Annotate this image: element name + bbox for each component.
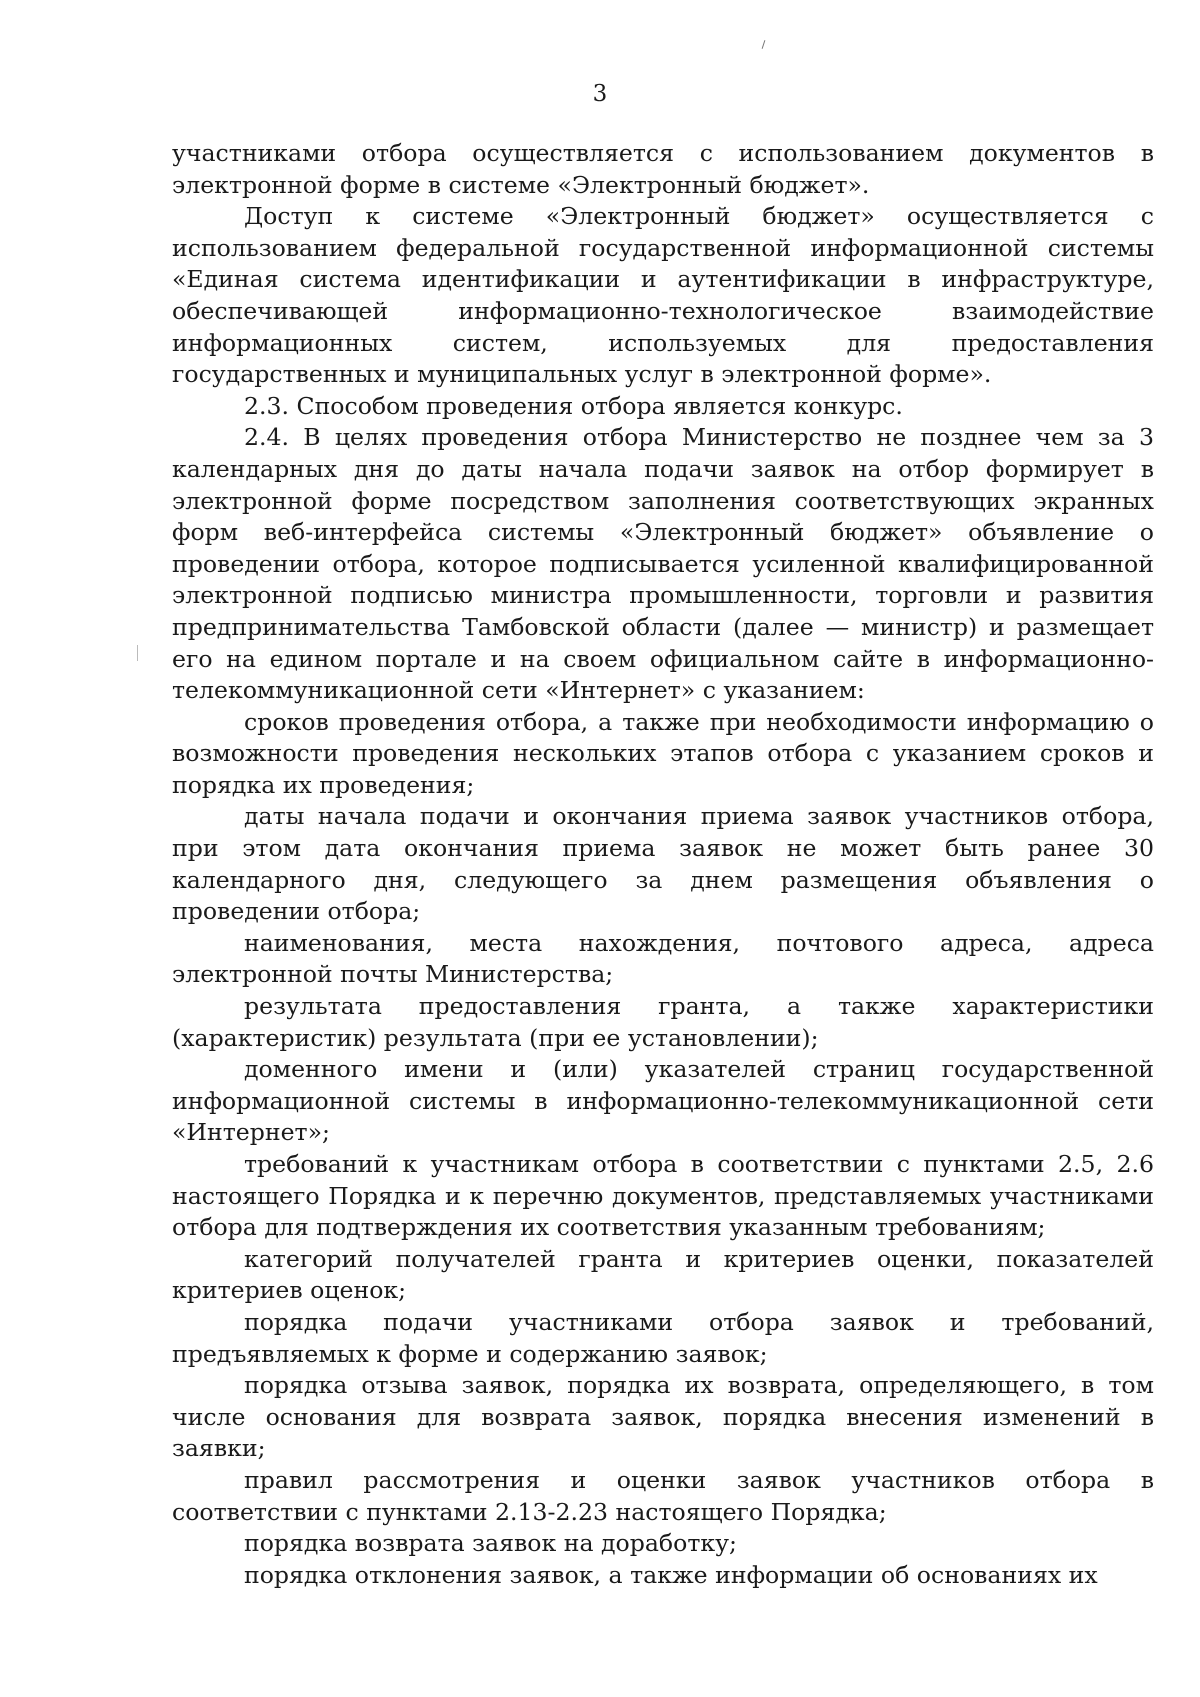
list-item-paragraph: порядка отклонения заявок, а также информации об основаниях их (244, 1560, 1098, 1589)
list-item-paragraph: результата предоставления гранта, а также характеристики (характеристик) результата (при ее установлении); (172, 992, 1154, 1052)
paragraph-3: 2.3. Способом проведения отбора является конкурс. (244, 391, 903, 420)
paragraph-1: участниками отбора осуществляется с использованием документов в электронной форме в системе «Электронный бюджет». (172, 139, 1154, 199)
list-item-paragraph: наименования, места нахождения, почтового адреса, адреса электронной почты Министерства; (172, 928, 1154, 989)
list-item-paragraph: категорий получателей гранта и критериев оценки, показателей критериев оценок; (172, 1244, 1154, 1305)
scan-artifact-mark (762, 40, 766, 49)
page-number: 3 (592, 81, 608, 107)
paragraph-2: Доступ к системе «Электронный бюджет» осуществляется с использованием федеральной государственной информационной системы «Единая система идентификации и аутентификации в инфраструктуре, обеспечивающей информационно-технологическое взаимодействие информационных систем, используемых для предоставления государственных и муниципальных услуг в электронной форме». (172, 202, 1154, 389)
list-item-paragraph: порядка возврата заявок на доработку; (244, 1529, 737, 1558)
list-item-paragraph: доменного имени и (или) указателей страниц государственной информационной системы в информационно-телекоммуникационной сети «Интернет»; (172, 1055, 1154, 1147)
list-item-paragraph: порядка отзыва заявок, порядка их возврата, определяющего, в том числе основания для возврата заявок, порядка внесения изменений в заявки; (172, 1371, 1154, 1463)
scan-artifact-margin-line (137, 645, 138, 661)
list-item-paragraph: сроков проведения отбора, а также при необходимости информацию о возможности проведения нескольких этапов отбора с указанием сроков и порядка их проведения; (172, 707, 1154, 799)
list-item-paragraph: правил рассмотрения и оценки заявок участников отбора в соответствии с пунктами 2.13-2.23 настоящего Порядка; (172, 1465, 1154, 1526)
document-body (172, 138, 1154, 1591)
list-item-paragraph: даты начала подачи и окончания приема заявок участников отбора, при этом дата окончания приема заявок не может быть ранее 30 календарного дня, следующего за днем размещения объявления о проведении отбора; (172, 802, 1154, 926)
list-item-paragraph: требований к участникам отбора в соответствии с пунктами 2.5, 2.6 настоящего Порядка и к перечню документов, представляемых участниками отбора для подтверждения их соответствия указанным требованиям; (172, 1150, 1154, 1242)
paragraph-4: 2.4. В целях проведения отбора Министерство не позднее чем за 3 календарных дня до даты начала подачи заявок на отбор формирует в электронной форме посредством заполнения соответствующих экранных форм веб-интерфейса системы «Электронный бюджет» объявление о проведении отбора, которое подписывается усиленной квалифицированной электронной подписью министра промышленности, торговли и развития предпринимательства Тамбовской области (далее — министр) и размещает его на едином портале и на своем официальном сайте в информационно-телекоммуникационной сети «Интернет» с указанием: (172, 423, 1154, 705)
list-item-paragraph: порядка подачи участниками отбора заявок и требований, предъявляемых к форме и содержанию заявок; (172, 1307, 1154, 1368)
